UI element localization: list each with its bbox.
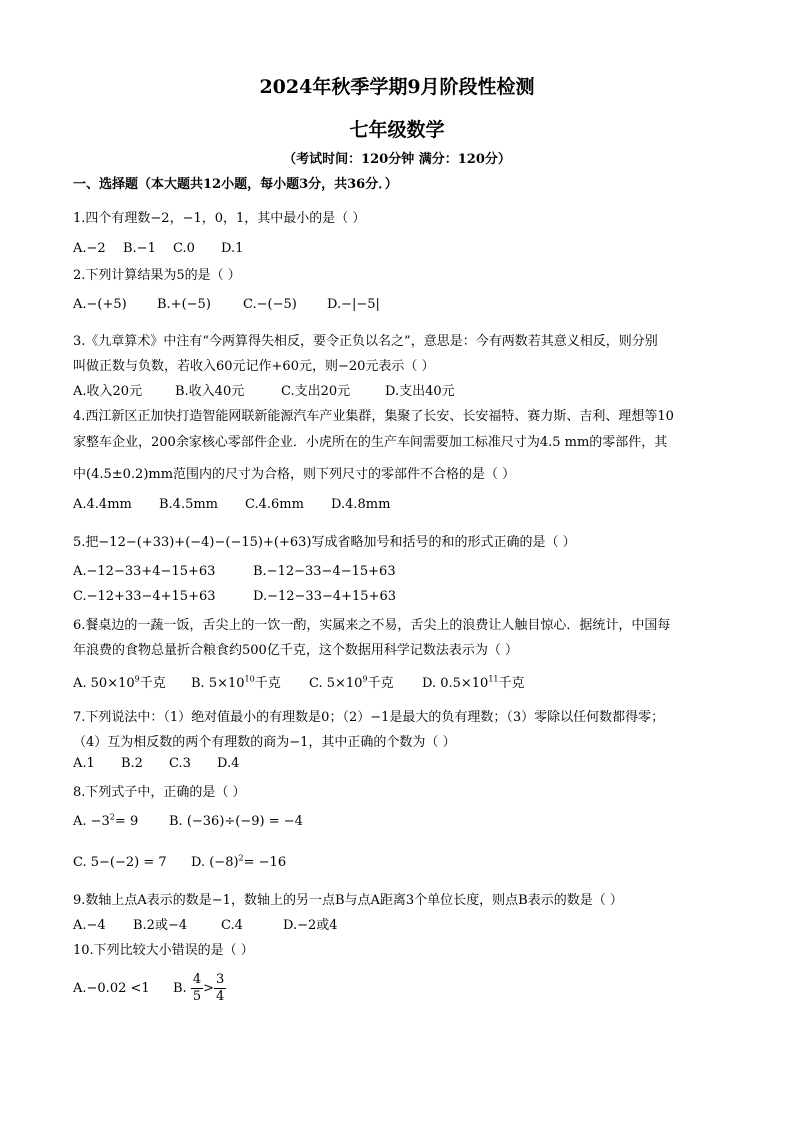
q5-stem: 5.把−12−(+33)+(−4)−(−15)+(+63)写成省略加号和括号的和的形式正确的是（ ） — [73, 535, 576, 550]
q2-option-b: B.+(−5) — [157, 297, 211, 312]
q7-option-c: C.3 — [169, 756, 191, 771]
fraction-numerator: 4 — [192, 972, 202, 987]
q4-stem-line2: 家整车企业，200余家核心零部件企业．小虎所在的生产车间需要加工标准尺寸为4.5 mm的零部件，其 — [73, 435, 668, 450]
q8-option-c: C. 5−(−2) = 7 — [73, 855, 167, 870]
q7-stem-line2: （4）互为相反数的两个有理数的商为−1，其中正确的个数为（ ） — [73, 735, 456, 750]
q6-option-a — [73, 672, 191, 691]
q9-option-d: D.−2或4 — [283, 918, 338, 933]
q3-stem-line1: 3.《九章算术》中注有“今两算得失相反，要令正负以名之”，意思是：今有两数若其意义相反，则分别 — [73, 334, 658, 349]
q6-options — [73, 672, 525, 691]
q7-option-d: D.4 — [217, 756, 240, 771]
q10-options — [73, 972, 226, 1005]
q4-option-d: D.4.8mm — [331, 497, 391, 512]
q4-options — [73, 497, 390, 512]
q4-option-a: A.4.4mm — [73, 497, 132, 512]
q10-option-b — [173, 972, 226, 1005]
q9-option-a: A.−4 — [73, 918, 106, 933]
q2-option-d: D.−|−5| — [327, 297, 380, 312]
comparison-symbol: > — [203, 981, 215, 996]
q3-stem-line2: 叫做正数与负数，若收入60元记作+60元，则−20元表示（ ） — [73, 359, 435, 374]
q6-option-d-unit: 千克 — [498, 676, 525, 691]
q8-option-d-base: D. (−8) — [191, 855, 239, 870]
q3-option-b: B.收入40元 — [175, 384, 245, 399]
q2-option-c: C.−(−5) — [243, 297, 297, 312]
q8-options-row2 — [73, 855, 286, 870]
q8-option-d — [191, 855, 286, 870]
q8-option-a-rest: = 9 — [114, 814, 139, 829]
q8-option-d-exp: 2 — [238, 853, 244, 863]
q9-stem: 9.数轴上点A表示的数是−1，数轴上的另一点B与点A距离3个单位长度，则点B表示的数是（ ） — [73, 893, 623, 908]
q5-options-row2 — [73, 589, 396, 604]
fraction-denominator: 4 — [216, 989, 225, 1004]
q6-option-c-exp: 9 — [362, 674, 368, 684]
exam-title: 2024年秋季学期9月阶段性检测 — [259, 76, 535, 98]
q1-options — [73, 241, 243, 256]
q6-option-c-unit: 千克 — [367, 676, 394, 691]
q10-option-b-prefix: B. — [173, 981, 187, 996]
q3-option-c: C.支出20元 — [281, 384, 351, 399]
fraction-three-fourths — [214, 972, 226, 1005]
q6-option-b-exp: 10 — [244, 674, 255, 684]
q3-option-a: A.收入20元 — [73, 384, 143, 399]
fraction-four-fifths — [191, 972, 203, 1005]
q7-options — [73, 756, 239, 771]
q8-option-a — [73, 814, 169, 829]
q5-option-a: A.−12−33+4−15+63 — [73, 564, 216, 579]
q8-option-d-rest: = −16 — [243, 855, 287, 870]
exam-subject: 七年级数学 — [349, 119, 445, 141]
q3-option-d: D.支出40元 — [385, 384, 455, 399]
q5-options-row1 — [73, 564, 396, 579]
q6-option-d — [422, 672, 525, 691]
q5-option-c: C.−12+33−4+15+63 — [73, 589, 216, 604]
q6-option-d-base: D. 0.5×10 — [422, 676, 489, 691]
q10-option-a: A.−0.02 <1 — [73, 981, 150, 996]
q9-option-b: B.2或−4 — [133, 918, 188, 933]
q4-option-c: C.4.6mm — [245, 497, 304, 512]
q7-option-b: B.2 — [121, 756, 143, 771]
q2-stem: 2.下列计算结果为5的是（ ） — [73, 268, 241, 283]
fraction-numerator: 3 — [216, 972, 225, 987]
q6-stem-line2: 年浪费的食物总量折合粮食约500亿千克，这个数据用科学记数法表示为（ ） — [73, 643, 518, 658]
q10-stem: 10.下列比较大小错误的是（ ） — [73, 943, 254, 958]
q8-option-a-exp: 2 — [109, 812, 115, 822]
q7-stem-line1: 7.下列说法中：（1）绝对值最小的有理数是0；（2）−1是最大的负有理数；（3）零除以任何数都得零； — [73, 710, 665, 725]
q8-options-row1 — [73, 814, 303, 829]
q2-options — [73, 297, 380, 312]
q6-option-a-base: A. 50×10 — [73, 676, 135, 691]
q6-option-a-unit: 千克 — [139, 676, 166, 691]
q5-option-d: D.−12−33−4+15+63 — [253, 589, 396, 604]
q2-option-a: A.−(+5) — [73, 297, 127, 312]
q6-stem-line1: 6.餐桌边的一蔬一饭，舌尖上的一饮一酌，实属来之不易，舌尖上的浪费让人触目惊心．据统计，中国每 — [73, 618, 671, 633]
q6-option-b — [191, 672, 309, 691]
q1-option-c: C.0 — [173, 241, 195, 256]
q6-option-d-exp: 11 — [488, 674, 499, 684]
q6-option-b-unit: 千克 — [254, 676, 281, 691]
section-heading: 一、选择题（本大题共12小题，每小题3分，共36分．） — [73, 177, 398, 192]
q4-option-b: B.4.5mm — [159, 497, 219, 512]
q3-options — [73, 380, 455, 399]
q1-stem: 1.四个有理数−2，−1，0，1，其中最小的是（ ） — [73, 211, 366, 226]
q8-option-b: B. (−36)÷(−9) = −4 — [169, 814, 303, 829]
q8-stem: 8.下列式子中，正确的是（ ） — [73, 785, 246, 800]
q6-option-c-base: C. 5×10 — [309, 676, 363, 691]
q8-option-a-base: A. −3 — [73, 814, 110, 829]
q7-option-a: A.1 — [73, 756, 95, 771]
q1-option-b: B.−1 — [123, 241, 156, 256]
q6-option-b-base: B. 5×10 — [191, 676, 245, 691]
q1-option-a: A.−2 — [73, 241, 106, 256]
q1-option-d: D.1 — [221, 241, 244, 256]
exam-info: （考试时间：120分钟 满分：120分） — [283, 152, 511, 167]
q9-option-c: C.4 — [221, 918, 243, 933]
q5-option-b: B.−12−33−4−15+63 — [253, 564, 396, 579]
q6-option-a-exp: 9 — [134, 674, 140, 684]
fraction-denominator: 5 — [192, 989, 202, 1004]
q4-stem-line3: 中(4.5±0.2)mm范围内的尺寸为合格，则下列尺寸的零部件不合格的是（ ） — [73, 467, 516, 482]
q9-options — [73, 914, 338, 933]
q4-stem-line1: 4.西江新区正加快打造智能网联新能源汽车产业集群，集聚了长安、长安福特、赛力斯、吉利、理想等10 — [73, 409, 674, 424]
q6-option-c — [309, 672, 422, 691]
